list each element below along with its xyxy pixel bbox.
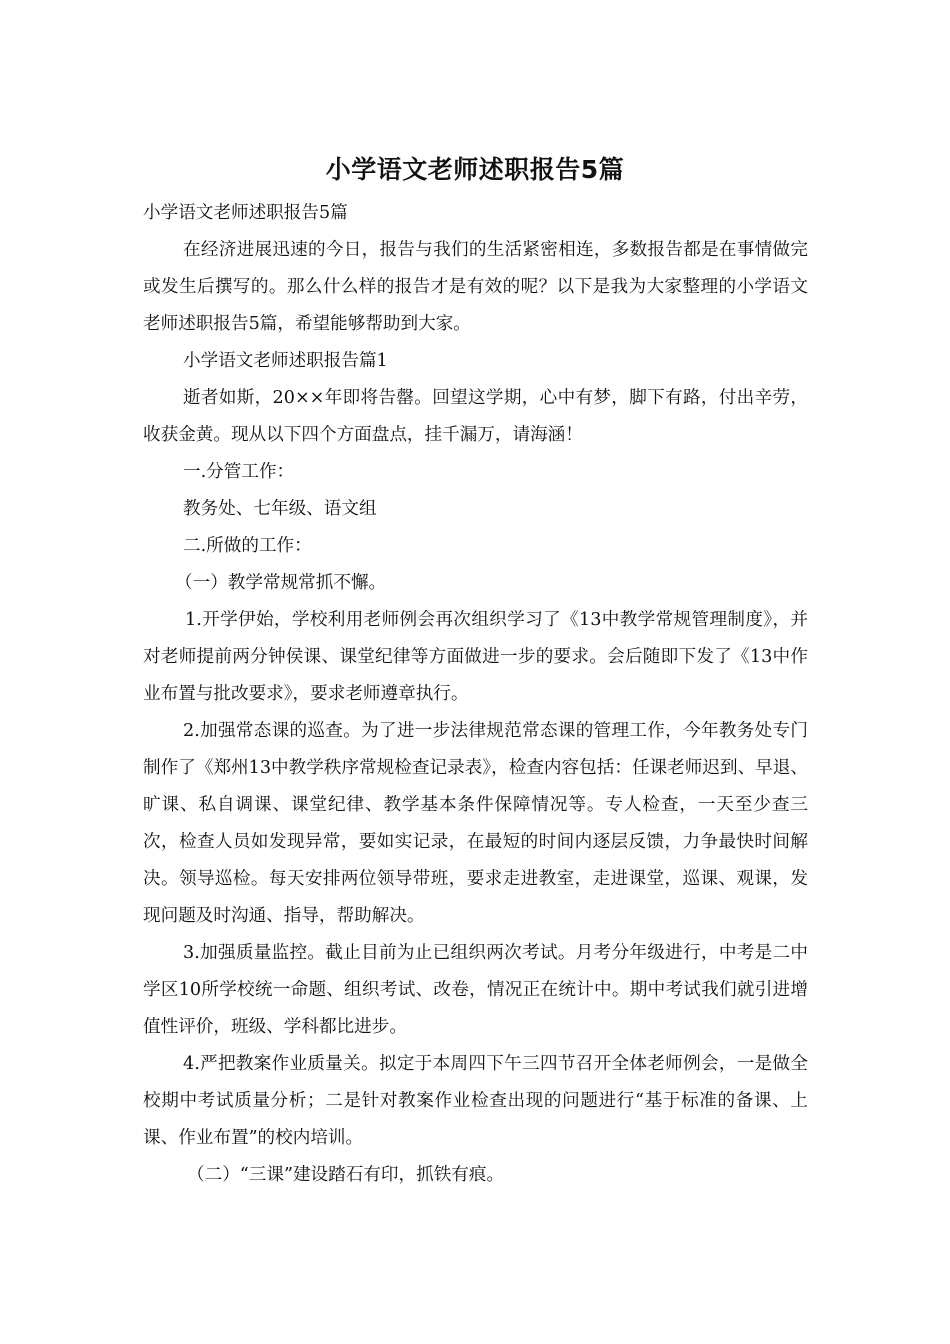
intro-paragraph: 在经济进展迅速的今日，报告与我们的生活紧密相连，多数报告都是在事情做完或发生后撰写的。那么什么样的报告才是有效的呢？以下是我为大家整理的小学语文老师述职报告5篇，希望能够帮助到大家。 xyxy=(143,240,808,334)
subtitle-paragraph: 小学语文老师述职报告5篇 xyxy=(143,203,348,223)
document-title: 小学语文老师述职报告5篇 xyxy=(325,155,625,184)
heading-assigned-work: 一.分管工作： xyxy=(183,462,295,482)
item-1-paragraph: 1.开学伊始，学校利用老师例会再次组织学习了《13中教学常规管理制度》，并对老师提前两分钟侯课、课堂纪律等方面做进一步的要求。会后随即下发了《13中作业布置与批改要求》，要求老师遵章执行。 xyxy=(143,610,808,704)
document-body xyxy=(143,195,808,1194)
item-4-paragraph: 4.严把教案作业质量关。拟定于本周四下午三四节召开全体老师例会，一是做全校期中考试质量分析；二是针对教案作业检查出现的问题进行“基于标准的备课、上课、作业布置”的校内培训。 xyxy=(143,1054,808,1148)
item-2-paragraph: 2.加强常态课的巡查。为了进一步法律规范常态课的管理工作，今年教务处专门制作了《郑州13中教学秩序常规检查记录表》，检查内容包括：任课老师迟到、早退、旷课、私自调课、课堂纪律、教学基本条件保障情况等。专人检查，一天至少查三次，检查人员如发现异常，要如实记录，在最短的时间内逐层反馈，力争最快时间解决。领导巡检。每天安排两位领导带班，要求走进教室，走进课堂，巡课、观课，发现问题及时沟通、指导，帮助解决。 xyxy=(143,721,808,926)
heading-work-done: 二.所做的工作： xyxy=(183,536,312,556)
opening-paragraph: 逝者如斯，20××年即将告罄。回望这学期，心中有梦，脚下有路，付出辛劳，收获金黄。现从以下四个方面盘点，挂千漏万，请海涵！ xyxy=(143,388,808,445)
subheading-teaching-routine: （一）教学常规常抓不懈。 xyxy=(175,573,387,593)
subheading-three-lessons: （二）“三课”建设踏石有印，抓铁有痕。 xyxy=(187,1165,505,1185)
assigned-work-list: 教务处、七年级、语文组 xyxy=(183,499,377,519)
item-3-paragraph: 3.加强质量监控。截止目前为止已组织两次考试。月考分年级进行，中考是二中学区10所学校统一命题、组织考试、改卷，情况正在统计中。期中考试我们就引进增值性评价，班级、学科都比进步。 xyxy=(143,943,808,1037)
section-heading-report-1: 小学语文老师述职报告篇1 xyxy=(183,351,388,371)
